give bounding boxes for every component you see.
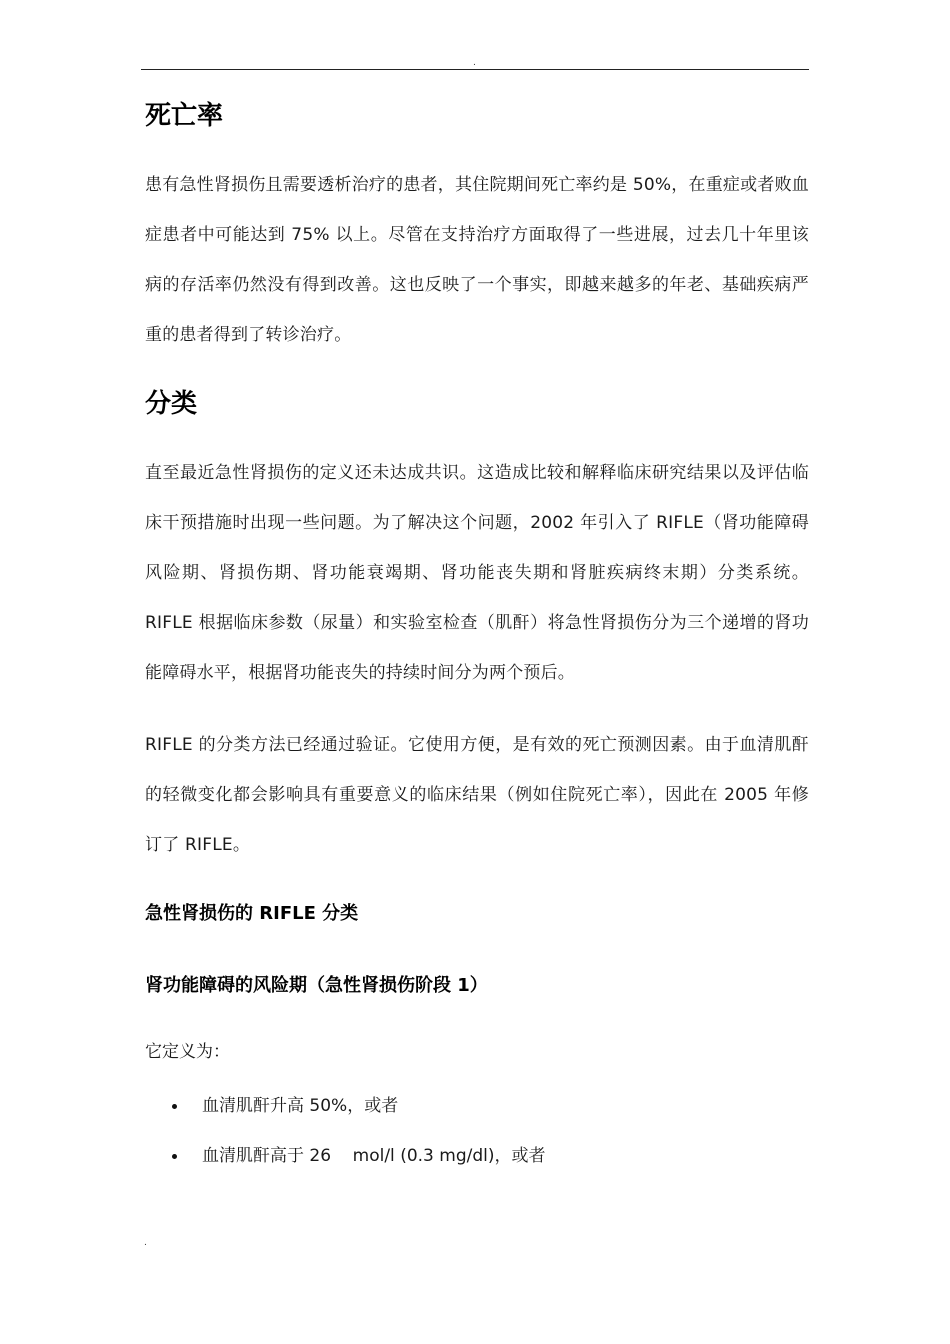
heading-classification: 分类 <box>145 389 198 419</box>
criteria-list <box>145 1092 809 1170</box>
header-rule <box>141 69 809 70</box>
criterion-text: 血清肌酐高于 26 mol/l (0.3 mg/dl)，或者 <box>202 1146 546 1166</box>
criterion-text: 血清肌酐升高 50%，或者 <box>202 1096 399 1116</box>
heading-risk-stage: 肾功能障碍的风险期（急性肾损伤阶段 1） <box>145 975 488 996</box>
bullet-icon <box>172 1154 177 1159</box>
bullet-icon <box>172 1104 177 1109</box>
heading-mortality: 死亡率 <box>145 101 224 131</box>
definition-intro: 它定义为： <box>145 1042 230 1062</box>
header-dot: . <box>473 58 476 68</box>
footer-dot: . <box>144 1238 147 1248</box>
paragraph-mortality: 患有急性肾损伤且需要透析治疗的患者，其住院期间死亡率约是 50%，在重症或者败血症患者中可能达到 75% 以上。尽管在支持治疗方面取得了一些进展，过去几十年里该病的存活率仍然没有得到改善。这也反映了一个事实，即越来越多的年老、基础疾病严重的患者得到了转诊治疗。 <box>145 175 809 345</box>
document-body <box>145 94 809 1170</box>
list-item <box>145 1092 809 1120</box>
heading-rifle-classification: 急性肾损伤的 RIFLE 分类 <box>145 903 359 924</box>
list-item <box>145 1142 809 1170</box>
paragraph-classification-1: 直至最近急性肾损伤的定义还未达成共识。这造成比较和解释临床研究结果以及评估临床干预措施时出现一些问题。为了解决这个问题，2002 年引入了 RIFLE（肾功能障碍风险期、肾损伤期、肾功能衰竭期、肾功能丧失期和肾脏疾病终末期）分类系统。RIFLE 根据临床参数（尿量）和实验室检查（肌酐）将急性肾损伤分为三个递增的肾功能障碍水平，根据肾功能丧失的持续时间分为两个预后。 <box>145 463 809 683</box>
paragraph-classification-2: RIFLE 的分类方法已经通过验证。它使用方便，是有效的死亡预测因素。由于血清肌酐的轻微变化都会影响具有重要意义的临床结果（例如住院死亡率），因此在 2005 年修订了 RIFLE。 <box>145 735 809 855</box>
